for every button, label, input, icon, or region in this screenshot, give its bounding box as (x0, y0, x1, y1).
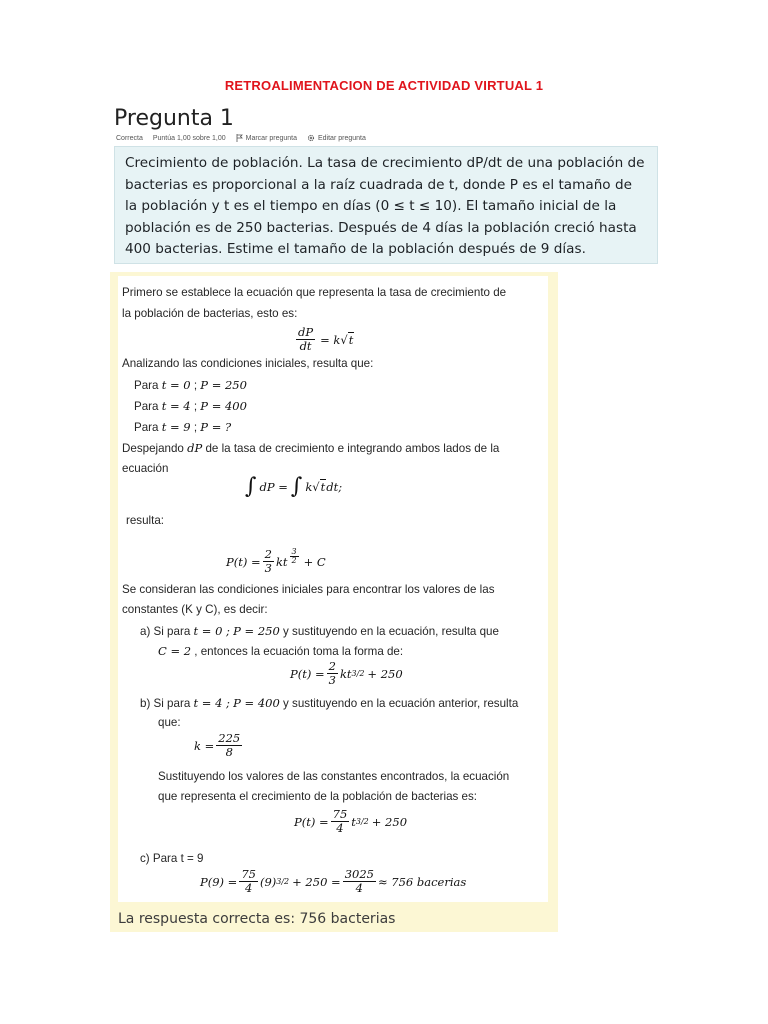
solution-box (110, 272, 558, 932)
constants-line-1: Se consideran las condiciones iniciales para encontrar los valores de las (122, 583, 495, 596)
question-status: Correcta (116, 134, 143, 142)
resulta-label: resulta: (126, 514, 165, 527)
eq7-den: 4 (244, 881, 253, 895)
b-1-t: t = 4 ; (193, 696, 230, 710)
eq2-right-a: k (305, 480, 313, 494)
question-text: Crecimiento de población. La tasa de crecimiento dP/dt de una población de bacterias es proporcional a la raíz cuadrada de t, donde P es el tamaño de la población y t es el tiempo en días (0 ≤ t ≤ 10). El tamaño inicial de la población es de 250 bacterias. Después de 4 días la población creció hasta 400 bacterias. Estime el tamaño de la población después de 9 días. (125, 155, 645, 257)
document-title: RETROALIMENTACION DE ACTIVIDAD VIRTUAL 1 (224, 78, 544, 93)
cond3-p: P = ? (200, 420, 232, 434)
a-1-t: t = 0 ; (193, 624, 230, 638)
question-meta (116, 134, 366, 142)
eq5-lhs: k = (194, 738, 215, 753)
flag-question-label: Marcar pregunta (245, 134, 297, 142)
subst-line-1: Sustituyendo los valores de las constantes encontrados, la ecuación (158, 770, 510, 783)
flag-icon (236, 134, 243, 142)
eq2-left: dP = (259, 480, 288, 494)
b-1-a: b) Si para (140, 697, 191, 710)
eq7-den2: 4 (355, 881, 363, 895)
eq3-exp-den: 2 (291, 556, 297, 565)
question-box (114, 146, 658, 264)
eq6-rhs: t (351, 814, 356, 829)
edit-question-label: Editar pregunta (317, 134, 366, 142)
integral-sign-right: ∫ (290, 474, 303, 499)
eq7-lhs: P(9) = (200, 874, 238, 889)
equation-step-a (290, 660, 403, 687)
cond3-t: t = 9 (161, 420, 191, 434)
eq6-num: 75 (332, 807, 348, 821)
eq3-den: 3 (264, 561, 272, 575)
correct-answer-text: La respuesta correcta es: 756 bacterias (118, 911, 396, 927)
eq1-rhs: = k (320, 332, 341, 347)
eq7-num2: 3025 (344, 867, 374, 881)
step-c-line: c) Para t = 9 (140, 852, 204, 865)
a-2-c: C = 2 (158, 644, 192, 658)
eq7-exp: 3/2 (276, 877, 290, 886)
step-b-line-1 (140, 696, 518, 710)
b-1-b: y sustituyendo en la ecuación anterior, resulta (283, 697, 519, 710)
condition-1: Para t = 0 ; P = 250 (134, 378, 247, 392)
solution-image (118, 276, 548, 902)
step-a-line-1 (140, 624, 499, 638)
question-score: Puntúa 1,00 sobre 1,00 (152, 134, 226, 142)
subst-line-2: que representa el crecimiento de la población de bacterias es: (158, 790, 478, 803)
cond2-p: P = 400 (200, 399, 247, 413)
eq2-right-b: dt; (326, 480, 343, 494)
eq4-den: 3 (328, 673, 336, 687)
eq1-rad: t (348, 332, 354, 347)
equation-final-result (200, 868, 466, 895)
eq1-den: dt (299, 339, 312, 353)
equation-final-model (294, 808, 407, 835)
cond1-t: t = 0 (161, 378, 191, 392)
eq6-tail: + 250 (371, 814, 408, 829)
cond2-label: Para (134, 400, 159, 413)
eq7-mid: (9) (259, 874, 277, 889)
integrate-1-b: de la tasa de crecimiento e integrando ambos lados de la (205, 442, 500, 455)
eq4-rhs: kt (339, 666, 352, 681)
conditions-intro: Analizando las condiciones iniciales, resulta que: (122, 357, 374, 370)
eq4-exp: 3/2 (351, 669, 365, 678)
cond1-p: P = 250 (200, 378, 247, 392)
eq3-exp-num: 3 (291, 547, 297, 556)
flag-question-link[interactable] (236, 134, 297, 142)
gear-icon (307, 134, 315, 142)
integrate-1-var: dP (187, 441, 203, 455)
condition-2: Para t = 4 ; P = 400 (134, 399, 247, 413)
eq3-k: kt (275, 554, 288, 569)
eq3-c: + C (303, 554, 326, 569)
integral-sign-left: ∫ (245, 474, 257, 499)
equation-growth-rate: $\frac{dP}{dt}$ = k √t (298, 325, 354, 353)
step-a-line-2 (158, 644, 403, 658)
eq6-den: 4 (336, 821, 344, 835)
eq3-num: 2 (264, 547, 272, 561)
eq2-right-rad: t (320, 480, 326, 494)
b-1-p: P = 400 (233, 696, 280, 710)
eq3-lhs: P(t) = (226, 554, 261, 569)
equation-k-value (194, 732, 244, 759)
a-1-p: P = 250 (233, 624, 280, 638)
eq4-lhs: P(t) = (290, 666, 325, 681)
eq4-num: 2 (328, 659, 336, 673)
question-heading: Pregunta 1 (114, 106, 234, 131)
a-2-b: , entonces la ecuación toma la forma de: (194, 645, 404, 658)
a-1-a: a) Si para (140, 625, 191, 638)
eq7-tail: ≈ 756 bacerias (377, 874, 467, 889)
eq1-num: dP (298, 325, 314, 339)
cond2-t: t = 4 (161, 399, 191, 413)
edit-question-link[interactable] (307, 134, 366, 142)
eq7-num: 75 (241, 867, 256, 881)
equation-general-solution (226, 548, 326, 575)
equation-integral: ∫ dP = ∫ k √t dt; (245, 474, 343, 499)
eq7-plus: + 250 = (292, 874, 341, 889)
solution-intro-line-1: Primero se establece la ecuación que representa la tasa de crecimiento de (122, 286, 507, 299)
eq5-den: 8 (225, 745, 233, 759)
eq4-tail: + 250 (367, 666, 403, 681)
step-b-line-2: que: (158, 716, 181, 729)
solution-intro-line-2: la población de bacterias, esto es: (122, 307, 298, 320)
constants-line-2: constantes (K y C), es decir: (122, 603, 268, 616)
eq5-num: 225 (218, 731, 241, 745)
condition-3: Para t = 9 ; P = ? (134, 420, 232, 434)
eq6-exp: 3/2 (355, 817, 369, 826)
eq6-lhs: P(t) = (294, 814, 329, 829)
cond1-label: Para (134, 379, 159, 392)
integrate-1-a: Despejando (122, 442, 184, 455)
cond3-label: Para (134, 421, 159, 434)
a-1-b: y sustituyendo en la ecuación, resulta que (283, 625, 499, 638)
integrate-line-2: ecuación (122, 462, 169, 475)
integrate-line-1 (122, 441, 499, 455)
